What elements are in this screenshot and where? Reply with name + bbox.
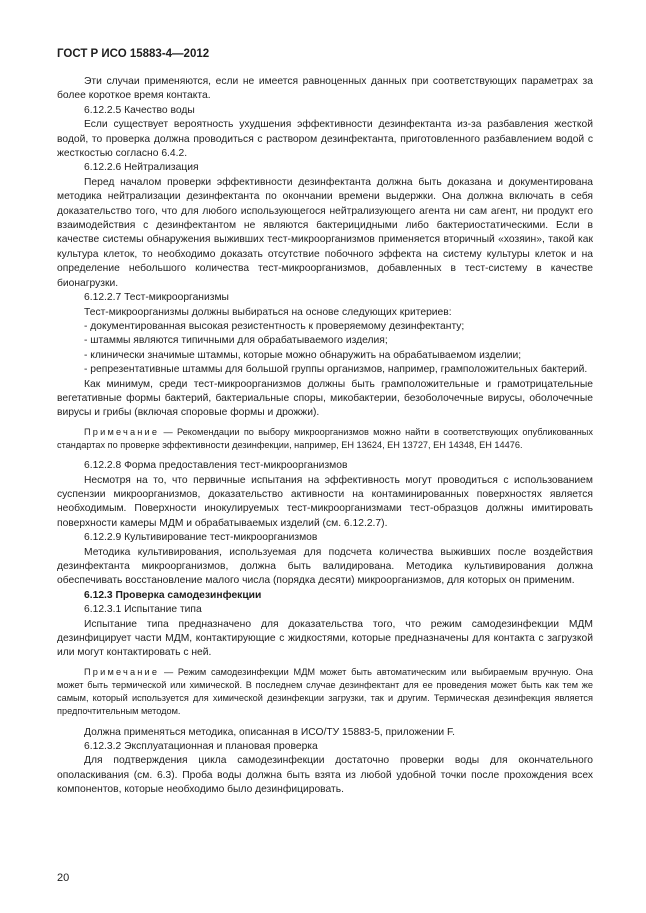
section-heading: 6.12.3 Проверка самодезинфекции: [84, 589, 262, 601]
paragraph: Тест-микроорганизмы должны выбираться на основе следующих критериев:: [84, 306, 452, 318]
section-heading: 6.12.2.5 Качество воды: [84, 104, 195, 116]
page-number: 20: [57, 872, 70, 884]
note: [57, 666, 593, 719]
paragraph: Методика культивирования, используемая для подсчета количества выживших после воздействия дезинфектанта микроорганизмов, должна быть валидирована. Методика культивирования должна обеспечивать восстановление малого числа (порядка десяти) микроорганизмов, для которых он применим.: [57, 546, 593, 587]
paragraph: Для подтверждения цикла самодезинфекции достаточно проверки воды для окончательного ополаскивания (см. 6.3). Проба воды должна быть взята из любой удобной точки после прохождения всех компонентов, которые необходимо было дезинфицировать.: [57, 755, 593, 796]
list-item: - клинически значимые штаммы, которые можно обнаружить на обрабатываемом изделии;: [84, 349, 522, 361]
paragraph: Должна применяться методика, описанная в ИСО/ТУ 15883-5, приложении F.: [84, 726, 455, 738]
page-header: ГОСТ Р ИСО 15883-4—2012: [57, 48, 210, 60]
section-heading: 6.12.2.6 Нейтрализация: [84, 162, 199, 174]
note-text: — Режим самодезинфекции МДМ может быть автоматическим или выбираемым вручную. Она может быть термической или химической. В последнем случае дезинфектант для ее проведения может быть как тем же самым, который используется для химической дезинфекции загрузки, так и другим. Термическая дезинфекция является предпочтительным методом.: [57, 666, 593, 717]
paragraph: Испытание типа предназначено для доказательства того, что режим самодезинфекции МДМ дезинфицирует части МДМ, контактирующие с жидкостями, которые предназначены для контакта с загрузкой или могут контактировать с ней.: [57, 618, 593, 659]
section-heading: 6.12.2.9 Культивирование тест-микроорганизмов: [84, 532, 318, 544]
section-heading: 6.12.3.2 Эксплуатационная и плановая проверка: [84, 741, 318, 753]
paragraph: Эти случаи применяются, если не имеется равноценных данных при соответствующих параметрах за более короткое время контакта.: [57, 76, 593, 102]
list-item: - документированная высокая резистентность к проверяемому дезинфектанту;: [84, 320, 465, 332]
document-body: [57, 75, 593, 798]
note: [57, 426, 593, 452]
list-item: - штаммы являются типичными для обрабатываемого изделия;: [84, 335, 388, 347]
paragraph: Как минимум, среди тест-микроорганизмов должны быть грамположительные и грамотрицательные вегетативные формы бактерий, бактериальные споры, микобактерии, безоболочечные вирусы, оболочечные вирусы и грибы (включая споровые формы и дрожжи).: [57, 378, 593, 419]
paragraph: Если существует вероятность ухудшения эффективности дезинфектанта из-за разбавления жесткой водой, то проверка должна проводиться с раствором дезинфектанта, приготовленного разбавлением водой с жесткостью согласно 6.4.2.: [57, 119, 593, 160]
section-heading: 6.12.2.8 Форма предоставления тест-микроорганизмов: [84, 460, 348, 472]
paragraph: Несмотря на то, что первичные испытания на эффективность могут проводиться с использованием суспензии микроорганизмов, доказательство активности на контаминированных поверхностях является необходимым. Поверхности инокулируемых тест-микроорганизмами тест-образцов должны имитировать поверхности камеры МДМ и обрабатываемых изделий (см. 6.12.2.7).: [57, 474, 593, 529]
paragraph: Перед началом проверки эффективности дезинфектанта должна быть доказана и документирована методика нейтрализации дезинфектанта по окончании времени выдержки. Она должна включать в себя доказательство того, что для любого использующегося нейтрализующего агента ни сам агент, ни продукт его взаимодействия с дезинфектантом не являются бактерицидными либо бактериостатическими. Если в качестве системы обнаружения выживших тест-микроорганизмов применяется вторичный «хозяин», такой как культура клеток, то необходимо доказать отсутствие побочного эффекта на систему культуры клеток и на определение небольшого количества тест-микроорганизмов, добавленных в тест-систему в качестве бионагрузки.: [57, 176, 593, 289]
note-text: — Рекомендации по выбору микроорганизмов можно найти в соответствующих опубликованных стандартах по проверке эффективности дезинфекции, например, ЕН 13624, ЕН 13727, ЕН 14348, ЕН 14476.: [57, 426, 593, 450]
note-label: Примечание: [84, 666, 160, 677]
section-heading: 6.12.3.1 Испытание типа: [84, 604, 202, 616]
section-heading: 6.12.2.7 Тест-микроорганизмы: [84, 292, 229, 304]
note-label: Примечание: [84, 426, 160, 437]
list-item: - репрезентативные штаммы для большой группы организмов, например, грамположительных бактерий.: [84, 364, 588, 376]
